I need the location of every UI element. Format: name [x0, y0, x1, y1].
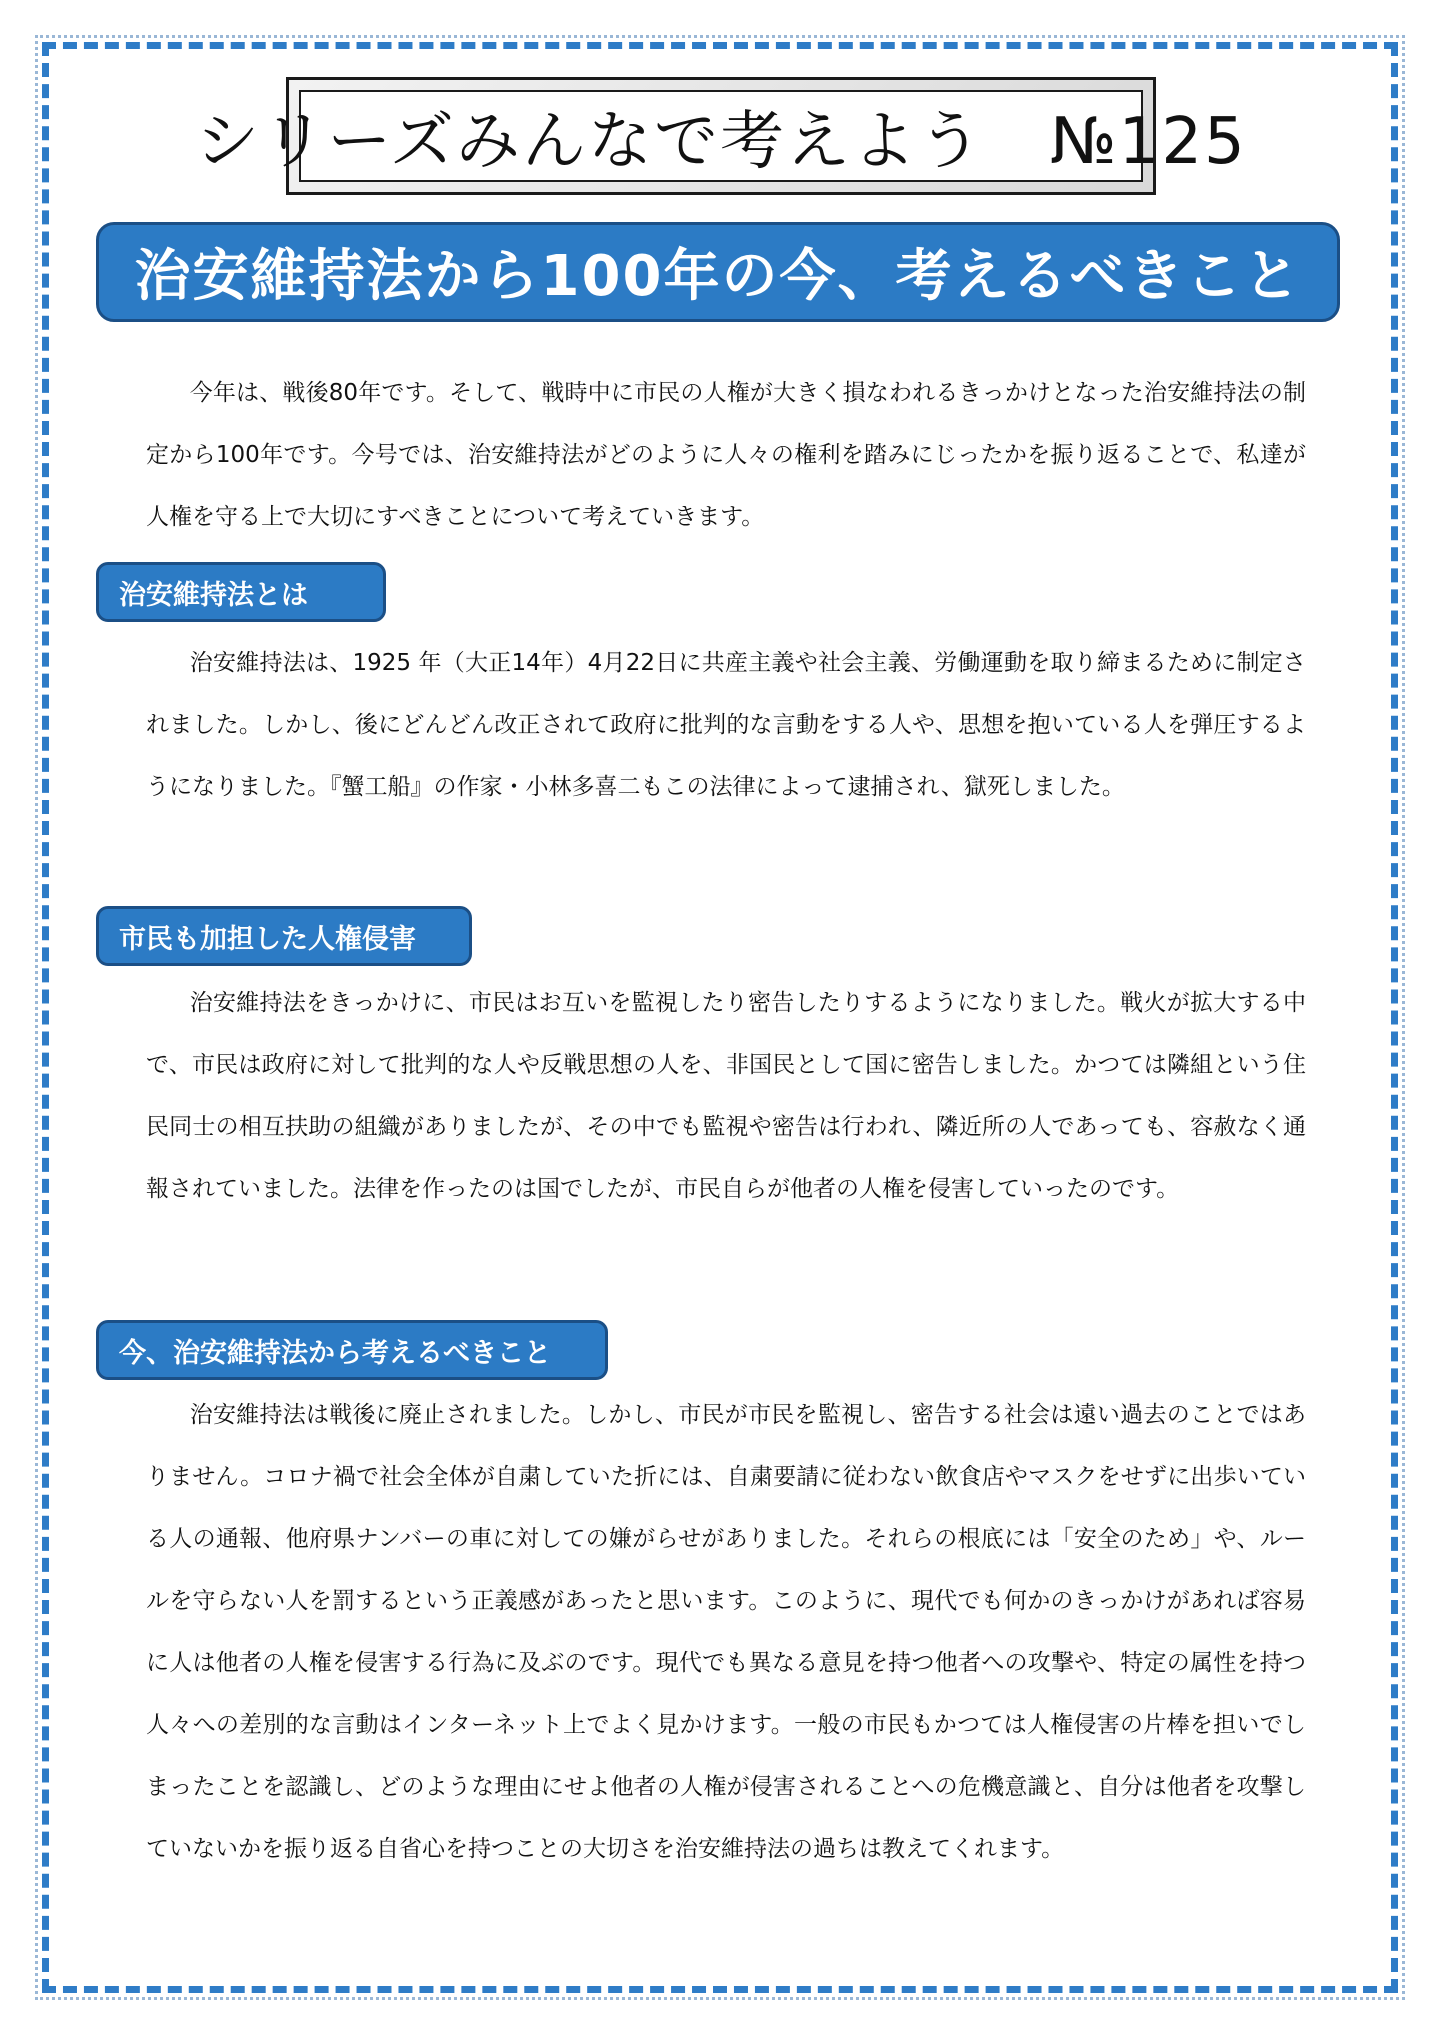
main-title-banner: 治安維持法から100年の今、考えるべきこと — [96, 222, 1340, 322]
section-body-what-is-law: 治安維持法は、1925 年（大正14年）4月22日に共産主義や社会主義、労働運動を取り締まるために制定されました。しかし、後にどんどん改正されて政府に批判的な言動をする人や、思想を抱いている人を弾圧するようになりました。『蟹工船』の作家・小林多喜二もこの法律によって逮捕され、獄死しました。 — [146, 650, 1306, 800]
section-heading-lessons-today: 今、治安維持法から考えるべきこと — [96, 1320, 608, 1380]
series-title-plaque — [195, 77, 1247, 195]
section-body-citizen-complicity: 治安維持法をきっかけに、市民はお互いを監視したり密告したりするようになりました。戦火が拡大する中で、市民は政府に対して批判的な人や反戦思想の人を、非国民として国に密告しました。かつては隣組という住民同士の相互扶助の組織がありましたが、その中でも監視や密告は行われ、隣近所の人であっても、容赦なく通報されていました。法律を作ったのは国でしたが、市民自らが他者の人権を侵害していったのです。 — [146, 990, 1306, 1202]
section-heading-citizen-complicity: 市民も加担した人権侵害 — [96, 906, 472, 966]
section-heading-what-is-law: 治安維持法とは — [96, 562, 386, 622]
intro-paragraph: 今年は、戦後80年です。そして、戦時中に市民の人権が大きく損なわれるきっかけとなった治安維持法の制定から100年です。今号では、治安維持法がどのように人々の権利を踏みにじったかを振り返ることで、私達が人権を守る上で大切にすべきことについて考えていきます。 — [146, 380, 1306, 530]
section-body-lessons-today: 治安維持法は戦後に廃止されました。しかし、市民が市民を監視し、密告する社会は遠い過去のことではありません。コロナ禍で社会全体が自粛していた折には、自粛要請に従わない飲食店やマスクをせずに出歩いている人の通報、他府県ナンバーの車に対しての嫌がらせがありました。それらの根底には「安全のため」や、ルールを守らない人を罰するという正義感があったと思います。このように、現代でも何かのきっかけがあれば容易に人は他者の人権を侵害する行為に及ぶのです。現代でも異なる意見を持つ他者への攻撃や、特定の属性を持つ人々への差別的な言動はインターネット上でよく見かけます。一般の市民もかつては人権侵害の片棒を担いでしまったことを認識し、どのような理由にせよ他者の人権が侵害されることへの危機意識と、自分は他者を攻撃していないかを振り返る自省心を持つことの大切さを治安維持法の過ちは教えてくれます。 — [146, 1402, 1306, 1862]
series-title: シリーズみんなで考えよう №125 — [299, 90, 1143, 182]
